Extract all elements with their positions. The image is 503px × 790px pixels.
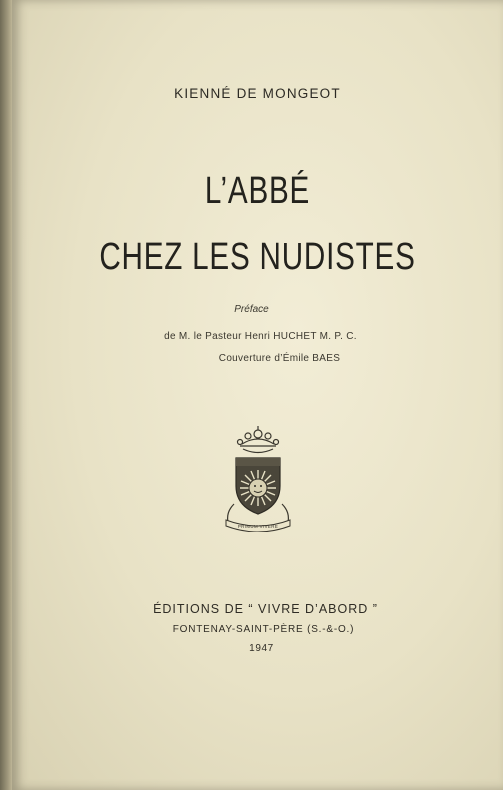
author-name: KIENNÉ DE MONGEOT: [174, 86, 341, 101]
book-title-line-2: CHEZ LES NUDISTES: [99, 236, 416, 278]
preface-label: Préface: [234, 304, 269, 315]
preface-author: de M. le Pasteur Henri HUCHET M. P. C.: [164, 331, 357, 342]
book-spine-edge: [0, 0, 12, 790]
publication-year: 1947: [249, 643, 274, 654]
publisher-name: ÉDITIONS DE “ VIVRE D’ABORD ”: [153, 602, 378, 616]
publisher-place: FONTENAY-SAINT-PÈRE (S.-&-O.): [172, 624, 355, 635]
cover-credit: Couverture d’Émile BAES: [218, 353, 341, 364]
svg-text:PRIMUM VIVERE: PRIMUM VIVERE: [237, 524, 279, 529]
crest-emblem-icon: [218, 420, 298, 537]
book-title-line-1: L’ABBÉ: [204, 170, 311, 212]
title-page: [12, 0, 503, 790]
